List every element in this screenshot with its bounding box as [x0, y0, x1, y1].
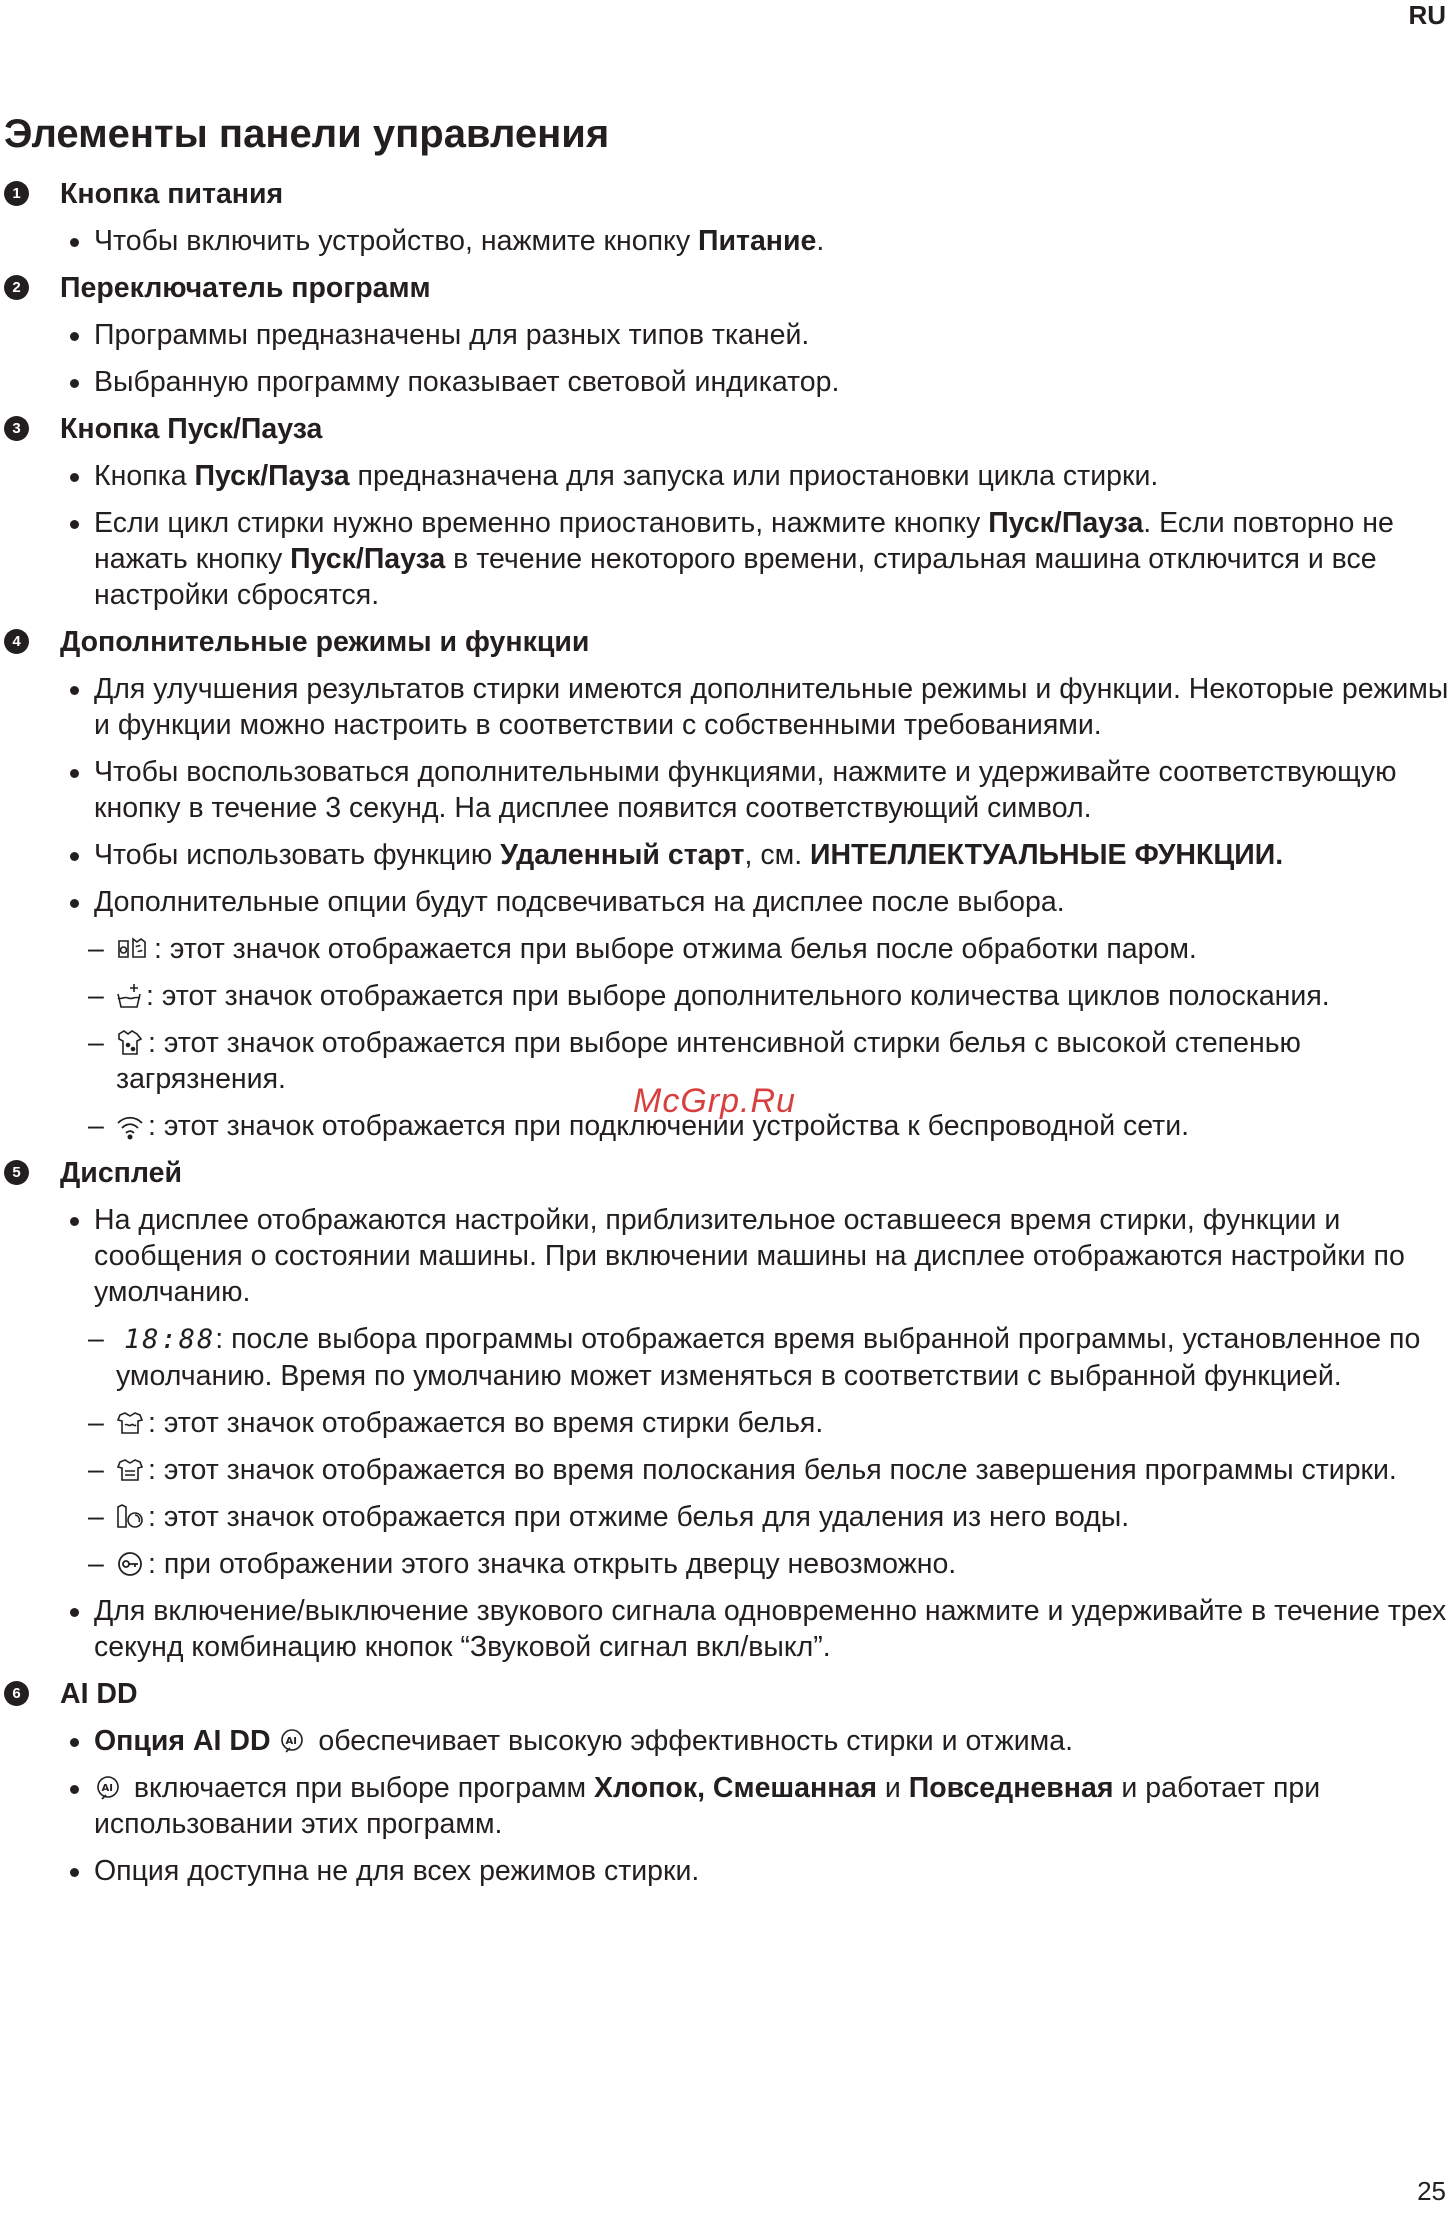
content	[0, 176, 1450, 1900]
s3-bullet-2: Если цикл стирки нужно временно приостановить, нажмите кнопку Пуск/Пауза. Если повторно не нажать кнопку Пуск/Пауза в течение некоторого времени, стиральная машина отключится и все настройки сбросятся.	[0, 505, 1450, 613]
s5-dash-3: – : этот значок отображается во время полоскания белья после завершения программы стирки.	[0, 1452, 1450, 1488]
s4-bullet-4: Дополнительные опции будут подсвечиваться на дисплее после выбора.	[0, 884, 1450, 920]
section-1-heading	[0, 176, 1450, 212]
section-5-title: Дисплей	[60, 1157, 182, 1189]
s1-bullet-1: Чтобы включить устройство, нажмите кнопку Питание.	[0, 223, 1450, 259]
language-tag: RU	[1408, 0, 1446, 30]
s4-dash-3: – : этот значок отображается при выборе интенсивной стирки белья с высокой степенью загрязнения.	[0, 1025, 1450, 1097]
s4-bullet-2: Чтобы воспользоваться дополнительными функциями, нажмите и удерживайте соответствующую кнопку в течение 3 секунд. На дисплее появится соответствующий символ.	[0, 754, 1450, 826]
door-lock-icon	[116, 1550, 144, 1578]
s4-dash-1: – : этот значок отображается при выборе отжима белья после обработки паром.	[0, 931, 1450, 967]
s5-dash-1: – 18:88: после выбора программы отображается время выбранной программы, установленное по умолчанию. Время по умолчанию может изменяться в соответствии с выбранной функцией.	[0, 1321, 1450, 1394]
section-5-heading	[0, 1155, 1450, 1191]
wifi-icon	[116, 1114, 144, 1140]
ai-icon	[278, 1727, 306, 1755]
s5-dash-4: – : этот значок отображается при отжиме белья для удаления из него воды.	[0, 1499, 1450, 1535]
number-badge-5: 5	[4, 1160, 29, 1185]
watermark: McGrp.Ru	[633, 1082, 796, 1120]
section-2-title: Переключатель программ	[60, 272, 431, 304]
s5-dash-2: – : этот значок отображается во время стирки белья.	[0, 1405, 1450, 1441]
heavy-soil-icon	[116, 1029, 144, 1057]
s5-bullet-2: Для включение/выключение звукового сигнала одновременно нажмите и удерживайте в течение трех секунд комбинацию кнопок “Звуковой сигнал вкл/выкл”.	[0, 1593, 1450, 1665]
number-badge-2: 2	[4, 275, 29, 300]
s5-dash-5: – : при отображении этого значка открыть дверцу невозможно.	[0, 1546, 1450, 1582]
svg-text:AI: AI	[101, 1783, 113, 1794]
number-badge-1: 1	[4, 181, 29, 206]
page-number: 25	[1417, 2176, 1446, 2206]
number-badge-4: 4	[4, 629, 29, 654]
s6-bullet-2: AI включается при выборе программ Хлопок, Смешанная и Повседневная и работает при использовании этих программ.	[0, 1770, 1450, 1842]
page-title: Элементы панели управления	[4, 112, 610, 156]
time-display-segment: 18:88	[124, 1324, 216, 1355]
wash-icon	[116, 1411, 144, 1437]
section-4-title: Дополнительные режимы и функции	[60, 626, 590, 658]
spin-icon	[116, 1503, 144, 1531]
s3-bullet-1: Кнопка Пуск/Пауза предназначена для запуска или приостановки цикла стирки.	[0, 458, 1450, 494]
svg-text:AI: AI	[285, 1736, 298, 1747]
ai-icon	[94, 1774, 122, 1802]
s5-bullet-1: На дисплее отображаются настройки, приблизительное оставшееся время стирки, функции и сообщения о состоянии машины. При включении машины на дисплее отображаются настройки по умолчанию.	[0, 1202, 1450, 1310]
s4-dash-4: – : этот значок отображается при подключении устройства к беспроводной сети.	[0, 1108, 1450, 1144]
s4-bullet-3: Чтобы использовать функцию Удаленный старт, см. ИНТЕЛЛЕКТУАЛЬНЫЕ ФУНКЦИИ.	[0, 837, 1450, 873]
s6-bullet-1: Опция AI DD AI обеспечивает высокую эффективность стирки и отжима.	[0, 1723, 1450, 1759]
number-badge-6: 6	[4, 1681, 29, 1706]
section-6-heading	[0, 1676, 1450, 1712]
s4-bullet-1: Для улучшения результатов стирки имеются дополнительные режимы и функции. Некоторые режимы и функции можно настроить в соответствии с собственными требованиями.	[0, 671, 1450, 743]
extra-rinse-icon	[116, 982, 142, 1010]
s6-bullet-3: Опция доступна не для всех режимов стирки.	[0, 1853, 1450, 1889]
s2-bullet-1: Программы предназначены для разных типов тканей.	[0, 317, 1450, 353]
rinse-icon	[116, 1458, 144, 1484]
steam-spin-icon	[116, 935, 150, 963]
section-4-heading	[0, 624, 1450, 660]
section-6-title: AI DD	[60, 1678, 138, 1710]
section-1-title: Кнопка питания	[60, 178, 284, 210]
number-badge-3: 3	[4, 416, 29, 441]
section-2-heading	[0, 270, 1450, 306]
section-3-heading	[0, 411, 1450, 447]
section-3-title: Кнопка Пуск/Пауза	[60, 413, 323, 445]
s4-dash-2: – : этот значок отображается при выборе дополнительного количества циклов полоскания.	[0, 978, 1450, 1014]
s2-bullet-2: Выбранную программу показывает световой индикатор.	[0, 364, 1450, 400]
